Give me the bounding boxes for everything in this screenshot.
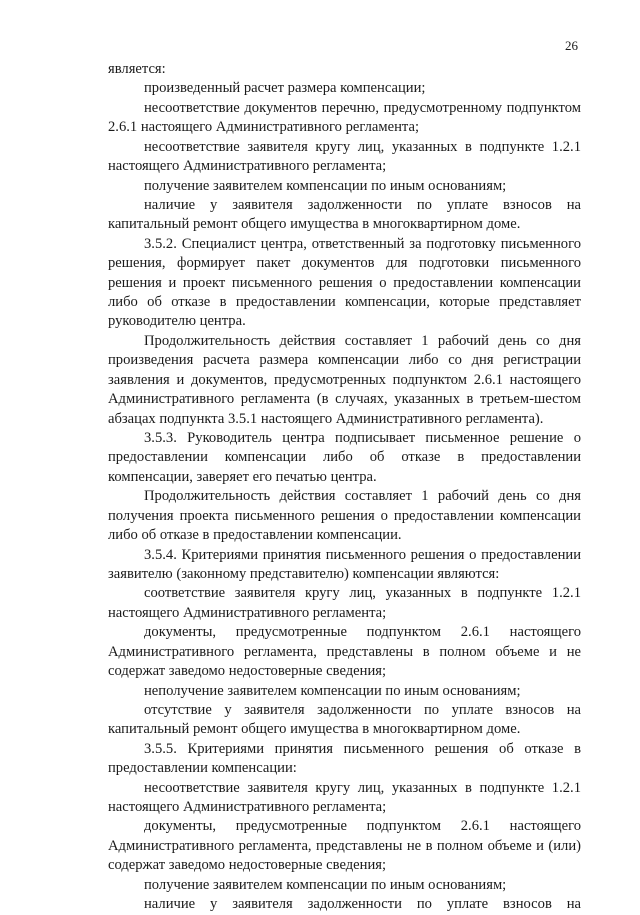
paragraph: отсутствие у заявителя задолженности по уплате взносов на капитальный ремонт общего имущества в многоквартирном доме.	[108, 701, 581, 738]
paragraph-3-5-5: 3.5.5. Критериями принятия письменного решения об отказе в предоставлении компенсации:	[108, 740, 581, 777]
paragraph: неполучение заявителем компенсации по иным основаниям;	[144, 682, 521, 699]
paragraph: несоответствие заявителя кругу лиц, указанных в подпункте 1.2.1 настоящего Административного регламента;	[108, 779, 581, 816]
paragraph: наличие у заявителя задолженности по уплате взносов на капитальный ремонт общего имущества в многоквартирном доме.	[108, 196, 581, 233]
page-number: 26	[565, 38, 578, 53]
paragraph: получение заявителем компенсации по иным основаниям;	[144, 177, 507, 194]
paragraph: Продолжительность действия составляет 1 рабочий день со дня получения проекта письменного решения о предоставлении компенсации либо об отказе в предоставлении компенсации.	[108, 488, 581, 544]
paragraph: несоответствие документов перечню, предусмотренному подпунктом 2.6.1 настоящего Административного регламента;	[108, 99, 581, 136]
paragraph-intro: является:	[108, 61, 166, 77]
paragraph: произведенный расчет размера компенсации;	[144, 80, 426, 97]
paragraph: документы, предусмотренные подпунктом 2.6.1 настоящего Административного регламента, представлены не в полном объеме и (или) содержат заведомо недостоверные сведения;	[108, 818, 581, 874]
paragraph-3-5-4: 3.5.4. Критериями принятия письменного решения о предоставлении заявителю (законному представителю) компенсации являются:	[108, 546, 581, 582]
paragraph: Продолжительность действия составляет 1 рабочий день со дня произведения расчета размера компенсации либо со дня регистрации заявления и документов, предусмотренных подпунктом 2.6.1 настоящего Административного регламента (в случаях, указанных в третьем-шестом абзацах подпункта 3.5.1 настоящего Административного регламента).	[108, 332, 581, 427]
paragraph-3-5-2: 3.5.2. Специалист центра, ответственный за подготовку письменного решения, формирует пакет документов для подготовки письменного решения и проект письменного решения о предоставлении компенсации либо об отказе в предоставлении компенсации, которые представляет руководителю центра.	[108, 235, 581, 330]
paragraph: соответствие заявителя кругу лиц, указанных в подпункте 1.2.1 настоящего Административного регламента;	[108, 585, 581, 621]
paragraph-3-5-3: 3.5.3. Руководитель центра подписывает письменное решение о предоставлении компенсации либо об отказе в предоставлении компенсации, заверяет его печатью центра.	[108, 430, 581, 485]
paragraph: получение заявителем компенсации по иным основаниям;	[144, 876, 507, 893]
paragraph-continued: наличие у заявителя задолженности по уплате взносов на	[144, 896, 581, 913]
paragraph: несоответствие заявителя кругу лиц, указанных в подпункте 1.2.1 настоящего Административного регламента;	[108, 138, 581, 175]
paragraph: документы, предусмотренные подпунктом 2.6.1 настоящего Административного регламента, представлены в полном объеме и не содержат заведомо недостоверные сведения;	[108, 624, 581, 680]
document-body	[108, 60, 581, 915]
